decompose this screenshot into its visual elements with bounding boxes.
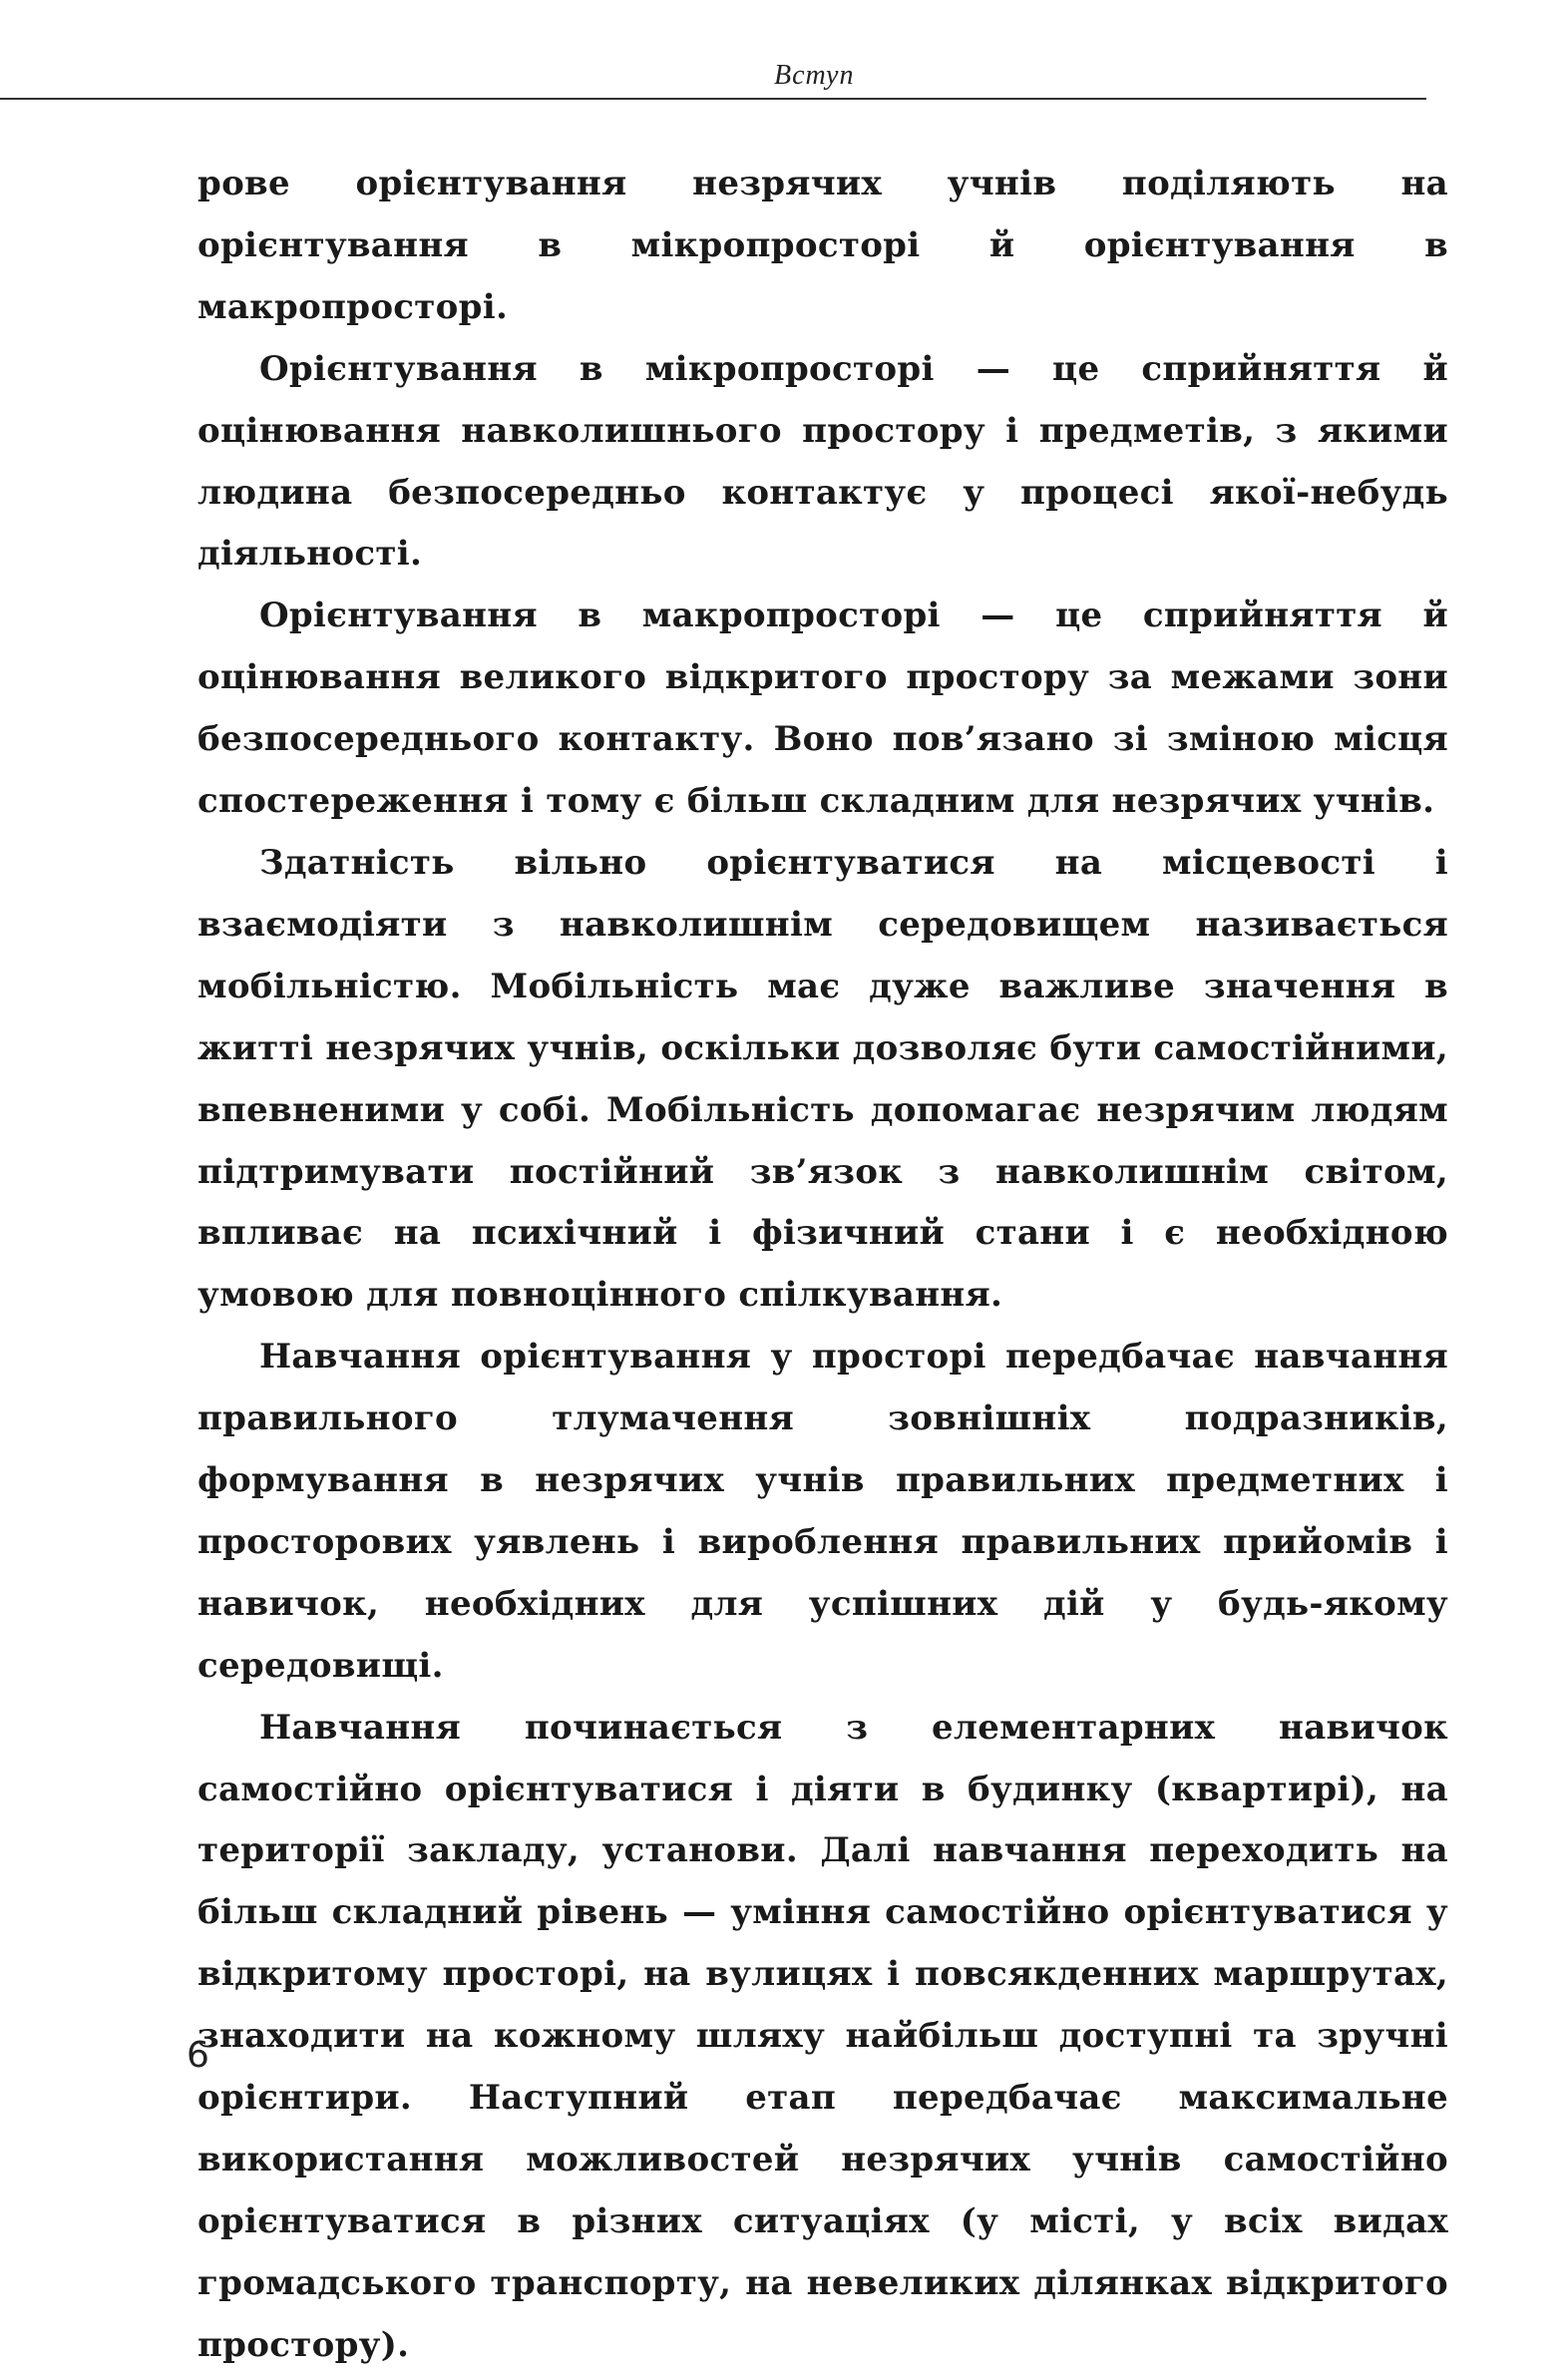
paragraph-mobility: Здатність вільно орієнтуватися на місцевості і взаємодіяти з навколишнім середовищем називається мобільністю. Мобільність має дуже важливе значення в житті незрячих учнів, оскільки дозволяє бути самостійними, впевненими у собі. Мобільність допомагає незрячим людям підтримувати постійний зв’язок з навколишнім світом, впливає на психічний і фізичний стани і є необхідною умовою для повноцінного спілкування. [197, 842, 1448, 1316]
paragraph-training: Навчання орієнтування у просторі передбачає навчання правильного тлумачення зовнішніх подразників, формування в незрячих учнів правильних предметних і просторових уявлень і вироблення правильних прийомів і навичок, необхідних для успішних дій у будь-якому середовищі. [197, 1337, 1448, 1686]
body-text [197, 154, 1448, 2377]
paragraph-macrospace: Орієнтування в макропросторі — це сприйняття й оцінювання великого відкритого простору за межами зони безпосереднього контакту. Воно пов’язано зі зміною місця спостереження і тому є більш складним для незрячих учнів. [197, 595, 1448, 822]
running-title: Вступ [774, 60, 855, 91]
paragraph-microspace: Орієнтування в мікропросторі — це сприйняття й оцінювання навколишнього простору і предметів, з якими людина безпосередньо контактує у процесі якої-небудь діяльності. [197, 348, 1448, 575]
header-rule [0, 98, 1426, 100]
page-number: 6 [187, 2035, 209, 2076]
paragraph-training-stages: Навчання починається з елементарних навичок самостійно орієнтуватися і діяти в будинку (квартирі), на території закладу, установи. Далі навчання переходить на більш складний рівень — уміння самостійно орієнтуватися у відкритому просторі, на вулицях і повсякденних маршрутах, знаходити на кожному шляху найбільш доступні та зручні орієнтири. Наступний етап передбачає максимальне використання можливостей незрячих учнів самостійно орієнтуватися в різних ситуаціях (у місті, у всіх видах громадського транспорту, на невеликих ділянках відкритого простору). [197, 1707, 1448, 2365]
paragraph-continued: рове орієнтування незрячих учнів поділяють на орієнтування в мікропросторі й орієнтування в макропросторі. [197, 164, 1448, 327]
running-header [0, 60, 1568, 106]
